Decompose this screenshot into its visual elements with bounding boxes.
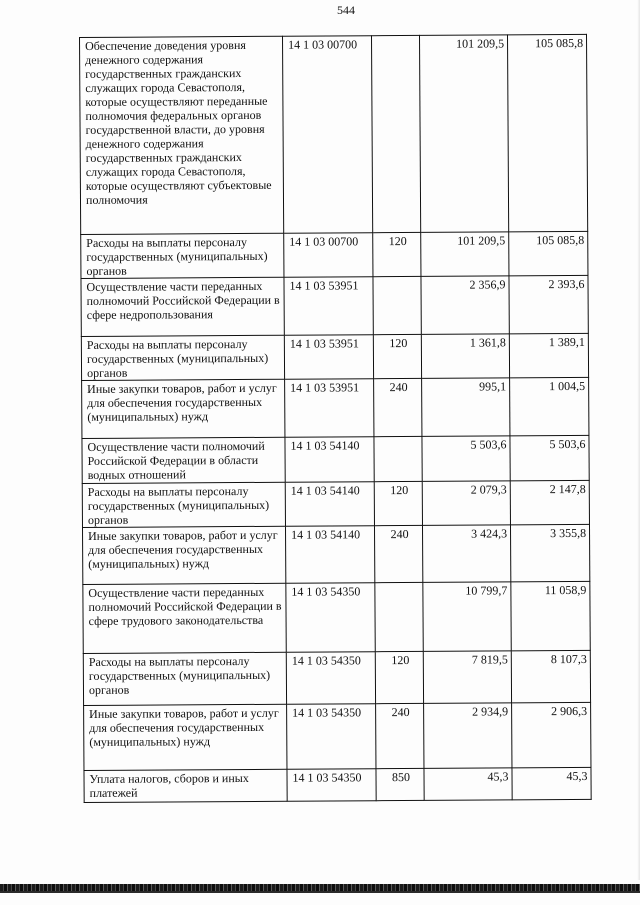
amount-year2-cell: 2 393,6 <box>509 275 588 333</box>
amount-year1-cell: 2 356,9 <box>421 276 509 335</box>
target-code-cell: 14 1 03 54350 <box>286 652 375 705</box>
target-code-cell: 14 1 03 54140 <box>285 526 374 584</box>
item-name-cell: Осуществление части переданных полномочий Российской Федерации в сфере недропользования <box>81 277 284 336</box>
amount-year2-cell: 5 503,6 <box>510 435 589 480</box>
amount-year2-cell: 3 355,8 <box>510 524 589 581</box>
page-number: 544 <box>337 3 355 17</box>
target-code-cell: 14 1 03 00700 <box>284 233 373 278</box>
expense-type-cell <box>374 436 422 481</box>
expense-type-cell <box>375 582 423 651</box>
amount-year1-cell: 1 361,8 <box>421 334 509 379</box>
scan-bottom-line <box>0 891 640 893</box>
amount-year1-cell: 7 819,5 <box>423 651 511 704</box>
amount-year1-cell: 5 503,6 <box>422 436 510 482</box>
table-row <box>82 524 589 584</box>
amount-year2-cell: 2 147,8 <box>510 480 589 524</box>
item-name-cell: Иные закупки товаров, работ и услуг для обеспечения государственных (муниципальных) нужд <box>82 526 285 584</box>
item-name-cell: Осуществление части полномочий Российской Федерации в области водных отношений <box>82 437 285 483</box>
table-row <box>84 767 591 802</box>
expense-type-cell: 120 <box>373 232 421 276</box>
amount-year1-cell: 10 799,7 <box>423 582 511 652</box>
item-name-cell: Расходы на выплаты персоналу государственных (муниципальных) органов <box>83 652 286 705</box>
target-code-cell: 14 1 03 53951 <box>284 277 373 336</box>
item-name-cell: Иные закупки товаров, работ и услуг для обеспечения государственных (муниципальных) нужд <box>84 704 287 770</box>
expense-type-cell <box>373 276 421 334</box>
target-code-cell: 14 1 03 54140 <box>285 437 374 483</box>
table-row <box>82 377 589 438</box>
expense-type-cell <box>371 35 420 232</box>
item-name-cell: Расходы на выплаты персоналу государственных (муниципальных) органов <box>81 335 284 380</box>
budget-table <box>79 34 592 803</box>
amount-year1-cell: 101 209,5 <box>421 232 509 277</box>
expense-type-cell: 120 <box>375 651 423 703</box>
expense-type-cell: 850 <box>376 768 424 800</box>
table-row <box>81 275 588 336</box>
amount-year2-cell: 45,3 <box>512 767 591 799</box>
target-code-cell: 14 1 03 00700 <box>282 36 372 234</box>
amount-year2-cell: 8 107,3 <box>511 650 590 702</box>
table-row <box>83 581 590 653</box>
expense-type-cell: 120 <box>373 334 421 378</box>
amount-year1-cell: 101 209,5 <box>419 35 508 233</box>
amount-year1-cell: 995,1 <box>422 378 510 437</box>
amount-year2-cell: 2 906,3 <box>512 702 591 767</box>
amount-year2-cell: 105 085,8 <box>507 34 587 231</box>
table-row <box>82 435 589 483</box>
item-name-cell: Иные закупки товаров, работ и услуг для обеспечения государственных (муниципальных) нужд <box>82 379 285 438</box>
target-code-cell: 14 1 03 54140 <box>285 482 374 527</box>
amount-year2-cell: 11 058,9 <box>511 581 590 650</box>
expense-type-cell: 240 <box>376 703 424 768</box>
amount-year2-cell: 1 389,1 <box>509 333 588 377</box>
item-name-cell: Расходы на выплаты персоналу государственных (муниципальных) органов <box>82 482 285 527</box>
target-code-cell: 14 1 03 54350 <box>287 769 376 802</box>
expense-type-cell: 120 <box>374 481 422 525</box>
table-row <box>80 34 588 234</box>
target-code-cell: 14 1 03 54350 <box>286 583 375 653</box>
scan-bottom-band <box>0 884 640 891</box>
item-name-cell: Обеспечение доведения уровня денежного содержания государственных гражданских служащих города Севастополя, которые осуществляют переданные полномочия федеральных органов государственной власти, до уровня денежного содержания государственных гражданских служащих города Севастополя, которые осуществляют субъектовые полномочия <box>80 36 284 234</box>
amount-year1-cell: 3 424,3 <box>422 525 510 583</box>
target-code-cell: 14 1 03 53951 <box>285 379 374 438</box>
table-row <box>84 702 591 770</box>
item-name-cell: Расходы на выплаты персоналу государственных (муниципальных) органов <box>81 233 284 278</box>
table-row <box>81 231 588 278</box>
expense-type-cell: 240 <box>374 525 422 582</box>
amount-year1-cell: 2 079,3 <box>422 481 510 526</box>
item-name-cell: Уплата налогов, сборов и иных платежей <box>84 769 287 802</box>
table-row <box>82 480 589 527</box>
amount-year1-cell: 2 934,9 <box>424 703 512 769</box>
target-code-cell: 14 1 03 53951 <box>284 335 373 380</box>
table-row <box>81 333 588 380</box>
expense-type-cell: 240 <box>374 378 422 436</box>
item-name-cell: Осуществление части переданных полномочий Российской Федерации в сфере трудового законодательства <box>83 583 286 653</box>
target-code-cell: 14 1 03 54350 <box>287 704 376 770</box>
amount-year2-cell: 105 085,8 <box>509 231 588 275</box>
table-row <box>83 650 590 705</box>
amount-year2-cell: 1 004,5 <box>510 377 589 435</box>
amount-year1-cell: 45,3 <box>424 768 512 801</box>
